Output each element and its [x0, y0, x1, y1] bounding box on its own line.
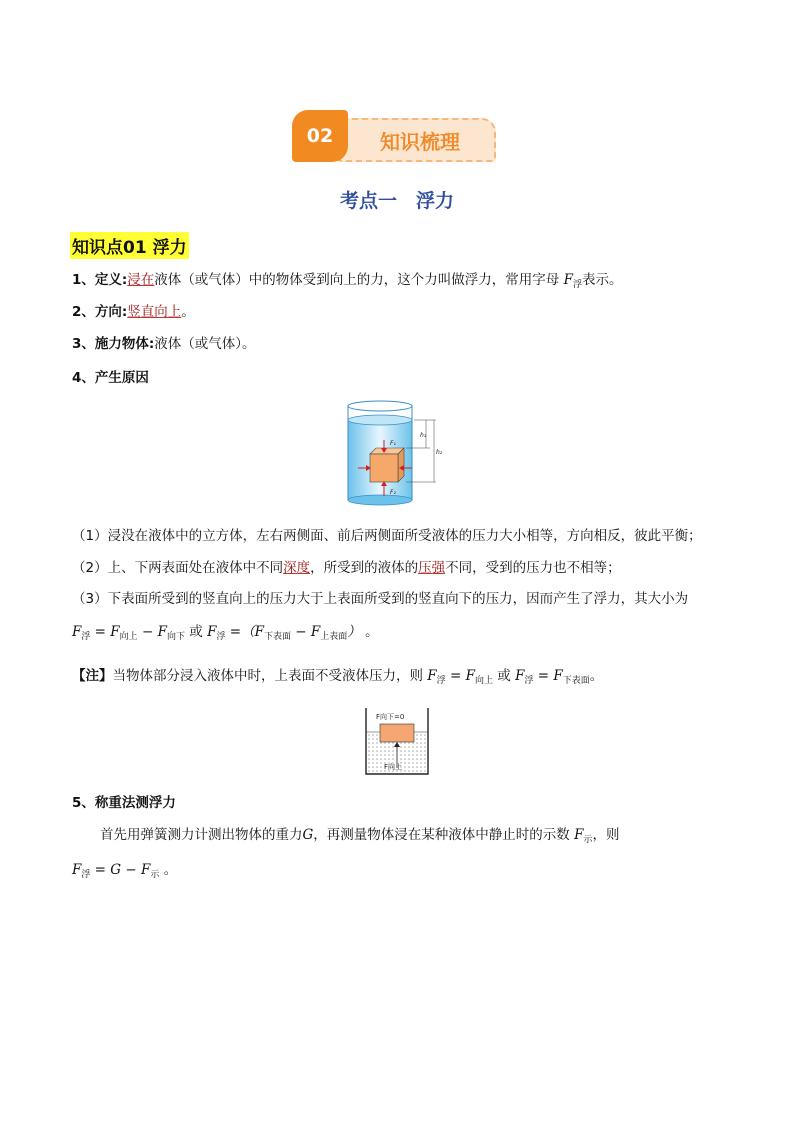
definition-end: 表示。 [581, 272, 623, 288]
depth-key: 深度 [283, 560, 311, 576]
agent-text: 液体（或气体）。 [154, 336, 256, 352]
weigh-text: 首先用弹簧测力计测出物体的重力G，再测量物体浸在某种液体中静止时的示数 $F_示$，则 [100, 827, 620, 845]
direction-key: 竖直向上 [127, 304, 182, 320]
f-up-label: F向上 [384, 763, 403, 771]
note-line: 【注】当物体部分浸入液体中时，上表面不受液体压力，则 $F_浮 = F_{向上}$ 或 $F_浮 = F_{下表面}$。 [72, 668, 604, 686]
note-tag: 【注】 [72, 668, 113, 684]
weigh-formula: $F_浮 = G - F_示$ 。 [72, 862, 178, 880]
cylinder-cube-figure [340, 398, 450, 508]
f-down-label: F向下=0 [376, 713, 405, 721]
definition-label: 1、定义: [72, 272, 128, 288]
f1-label: F₁ [390, 440, 396, 447]
section-title: 考点一 浮力 [339, 190, 454, 212]
badge-label: 知识梳理 [328, 118, 496, 162]
definition-symbol: $F_浮$ [563, 272, 582, 290]
cause-paragraph-2: （2）上、下两表面处在液体中不同深度，所受到的液体的压强不同，受到的压力也不相等； [72, 560, 621, 576]
cause-paragraph-3: （3）下表面所受到的竖直向上的压力大于上表面所受到的竖直向下的压力，因而产生了浮力，其大小为 [72, 591, 689, 607]
agent-line [72, 334, 256, 354]
direction-label: 2、方向: [72, 304, 128, 320]
h1-label: h₁ [420, 432, 427, 439]
badge-number: 02 [292, 110, 348, 162]
floating-block-figure [364, 706, 430, 776]
pressure-key: 压强 [418, 560, 446, 576]
section-badge [292, 110, 500, 164]
direction-line [72, 302, 195, 322]
direction-end: 。 [181, 304, 195, 320]
definition-line [72, 270, 622, 295]
h2-label: h₂ [436, 449, 443, 456]
cause-paragraph-1: （1）浸没在液体中的立方体，左右两侧面、前后两侧面所受液体的压力大小相等，方向相反，彼此平衡； [72, 528, 702, 544]
definition-text: 液体（或气体）中的物体受到向上的力，这个力叫做浮力，常用字母 [154, 272, 560, 288]
f2-label: F₂ [390, 489, 396, 496]
agent-label: 3、施力物体: [72, 336, 155, 352]
knowledge-point-heading: 知识点01 浮力 [70, 232, 189, 259]
buoyancy-formula: $F_浮 = F_{向上} - F_{向下}$ 或 $F_浮 =(F_{下表面} - F_{上表面})$ 。 [72, 624, 379, 642]
cause-label: 4、产生原因 [72, 370, 149, 386]
weigh-label: 5、称重法测浮力 [72, 795, 176, 811]
definition-key: 浸在 [127, 272, 155, 288]
